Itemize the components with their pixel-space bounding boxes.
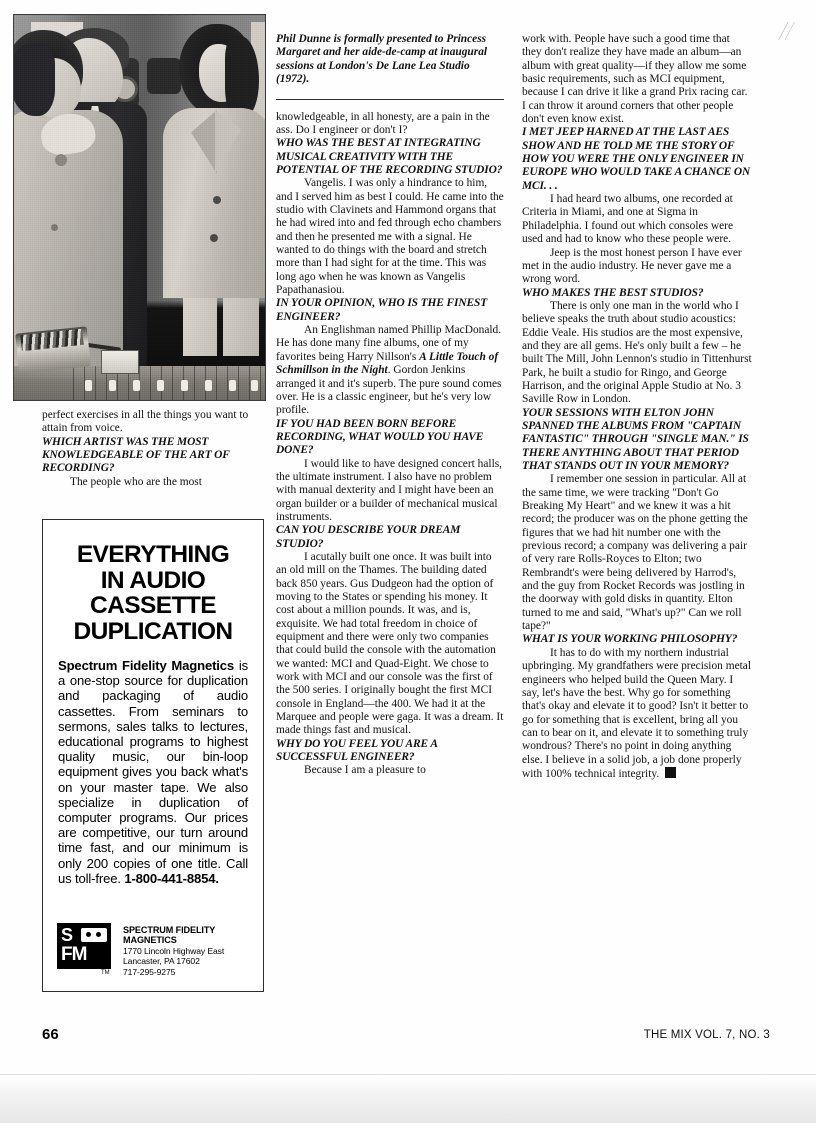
left-continuation-paragraph: perfect exercises in all the things you want to attain from voice. <box>42 409 249 435</box>
page-number: 66 <box>42 1026 59 1043</box>
photo-wall-box <box>147 58 181 94</box>
right-answer-2: There is only one man in the world who I believe speaks the truth about studio acoustics: Eddie Veale. His studios are the most expensive, and they are all gems. He's only built a few – he built The Mill, John Lennon's studio in Tittenhurst Park, he built a studio for Ringo, and George Harrison, and the original Apple Studio at No. 3 Saville Row in London. <box>522 299 752 406</box>
end-of-article-mark <box>665 767 676 778</box>
ad-body-copy: is a one-stop source for duplication and packaging of audio cassettes. From seminars to sermons, sales talks to lectures, educational programs to highest quality music, our bin-loop equipment gives you back what's on your master tape. We also specialize in duplication of computer programs. Our prices are competitive, our turn around time fast, and our minimum is only 200 copies of one title. Call us toll-free. <box>58 658 248 886</box>
photo-console-knob <box>157 380 164 391</box>
right-answer-3: I remember one session in particular. All at the same time, we were tracking "Don't Go Breaking My Heart" and we knew it was a hit record; the producer was on the phone getting the figures that we had hit number one with the previous record; a company was delivering a pair of very rare Rolls-Royces to Elton; two Rembrandt's were being delivered by Harrod's, and the guy from Rocket Records was jostling in the doorway with gold disks in quantity. Elton turned to me and said, "What's up?" Can we roll tape?" <box>522 473 748 633</box>
right-question-1: I MET JEEP HARNED AT THE LAST AES SHOW AND HE TOLD ME THE STORY OF HOW YOU WERE THE ONLY ENGINEER IN EUROPE WHO WOULD TAKE A CHANCE ON MCI. . . <box>522 126 751 192</box>
right-question-3: YOUR SESSIONS WITH ELTON JOHN SPANNED THE ALBUMS FROM "CAPTAIN FANTASTIC" THROUGH "SINGLE MAN." IS THERE ANYTHING ABOUT THAT PERIOD THAT STANDS OUT IN YOUR MEMORY? <box>522 406 749 472</box>
photo-coat-button-upper <box>213 196 221 204</box>
mid-answer-4: I acutally built one once. It was built into an old mill on the Thames. The building dated back 850 years. Gus Dudgeon had the option of moving to the States or spending his money. It cost about a million pounds. It was, and is, exquisite. We had total freedom in choice of equipment and there were only two companies that could build the console with the automation we wanted: MCI and Quad-Eight. We chose to work with MCI and our console was the first of the 500 series. I originally bought the first MCI console in England—the 400. We had it at the Marquee and people were gaga. It was a dream. It made things fast and musical. <box>276 550 504 737</box>
ad-headline-line-1: EVERYTHING <box>76 541 230 568</box>
mid-answer-2-part1: An Englishman named Phillip MacDonald. He has done many fine albums, one of my favorites being Harry Nillson's <box>276 324 502 363</box>
photo-console-knob <box>251 380 258 391</box>
right-question-2: WHO MAKES THE BEST STUDIOS? <box>522 286 704 299</box>
mid-answer-2 <box>276 324 504 417</box>
right-question-4: WHAT IS YOUR WORKING PHILOSOPHY? <box>522 633 738 646</box>
photo-coat-button-lower <box>210 234 218 242</box>
right-answer-1b: Jeep is the most honest person I have ever met in the audio industry. He never gave me a wrong word. <box>522 246 742 286</box>
mid-answer-2-part2: . Gordon Jenkins arranged it and it's superb. The pure sound comes over. He is a classic engineer, but he's very low profile. <box>276 364 502 417</box>
sfm-logo-letter-s: S <box>61 924 74 945</box>
photo-person-woman-hair-side <box>13 44 55 116</box>
left-answer-1: The people who are the most <box>70 475 202 488</box>
ad-body-text <box>58 658 248 886</box>
advertisement-box <box>42 519 264 992</box>
mid-answer-5: Because I am a pleasure to <box>304 764 426 777</box>
mid-question-2: IN YOUR OPINION, WHO IS THE FINEST ENGINEER? <box>276 297 488 323</box>
sfm-logo <box>57 923 111 976</box>
photo-woman-button <box>55 154 67 166</box>
photo-caption: Phil Dunne is formally presented to Princess Margaret and her aide-de-camp at inaugural sessions at London's De Lane Lea Studio (1972). <box>276 33 488 86</box>
photo-console-knob <box>205 380 212 391</box>
ad-footer <box>57 923 253 977</box>
article-photograph <box>13 14 266 401</box>
album-title: A Little Touch of Schmillson in the Night <box>276 350 499 377</box>
photo-card <box>101 350 139 374</box>
ad-address-line-2: Lancaster, PA 17602 <box>123 956 200 967</box>
mid-question-1: WHO WAS THE BEST AT INTEGRATING MUSICAL CREATIVITY WITH THE POTENTIAL OF THE RECORDING STUDIO? <box>276 137 503 176</box>
ad-address-block <box>123 923 253 977</box>
publication-issue-line: THE MIX VOL. 7, NO. 3 <box>643 1029 770 1041</box>
mid-answer-1: Vangelis. I was only a hindrance to him, and I served him as best I could. He came into the studio with Clavinets and Hammond organs that he had wired into and fed through echo chambers and then he presented me with a signal. He wanted to do things with the board and stretch more than I had sight for at the time. This was long ago when he was known as Vangelis Papathanasiou. <box>276 177 504 297</box>
trademark-mark: TM <box>101 969 110 976</box>
photo-console-knob <box>133 380 140 391</box>
photo-woman-button-lower <box>51 224 58 231</box>
ad-address-line-1: 1770 Lincoln Highway East <box>123 945 225 956</box>
caption-divider-rule <box>276 99 504 100</box>
page-bottom-edge <box>0 1074 816 1123</box>
photo-console-knob <box>109 380 116 391</box>
ad-headline-line-2: IN AUDIO <box>100 566 206 594</box>
advertisement-content <box>43 520 263 896</box>
ad-company-name: SPECTRUM FIDELITY MAGNETICS <box>123 924 216 946</box>
mid-question-3: IF YOU HAD BEEN BORN BEFORE RECORDING, WHAT WOULD YOU HAVE DONE? <box>276 417 484 457</box>
ad-address-phone: 717-295-9275 <box>123 966 176 977</box>
photo-console-knob <box>229 380 236 391</box>
mid-continuation-paragraph: knowledgeable, in all honesty, are a pain in the ass. Do I engineer or don't I? <box>276 110 490 136</box>
ad-headline <box>58 542 248 644</box>
ad-headline-line-4: DUPLICATION <box>73 617 233 645</box>
scan-corner-artifact <box>772 22 798 40</box>
mid-question-5: WHY DO YOU FEEL YOU ARE A SUCCESSFUL ENGINEER? <box>276 737 438 764</box>
photo-console-knob <box>181 380 188 391</box>
sfm-logo-mark <box>57 923 111 969</box>
photo-console-knob <box>85 380 92 391</box>
sfm-logo-letters-fm: FM <box>61 943 87 965</box>
text-column-right <box>522 33 752 781</box>
ad-headline-line-3: CASSETTE <box>90 592 216 619</box>
photo-image <box>13 14 266 401</box>
mid-question-4: CAN YOU DESCRIBE YOUR DREAM STUDIO? <box>276 524 461 550</box>
right-answer-4: It has to do with my northern industrial upbringing. My grandfathers were precision metal engineers who helped build the Queen Mary. I say, let's have the best. Why go for something that's okay and elevate it to good? Isn't it better to go for something that is excellent, bring all you can to bear on it, and elevate it to something truly wondrous? There's no point in doing anything else. I believe in a solid job, a job done properly with 100% technical integrity. <box>522 646 752 780</box>
mid-answer-3: I would like to have designed concert halls, the ultimate instrument. I also have no problem with manual dexterity and I might have been an organ builder or a builder of mechanical musical instruments. <box>276 457 503 523</box>
left-question-1: WHICH ARTIST WAS THE MOST KNOWLEDGEABLE OF THE ART OF RECORDING? <box>42 435 230 475</box>
ad-toll-free-phone: 1-800-441-8854. <box>124 870 219 886</box>
text-column-left <box>42 409 264 489</box>
right-continuation-paragraph: work with. People have such a good time that they don't realize they have made an album—an album with great quality—if they allow me some basic requirements, such as MCI equipment, because I can drive it like a grand Prix racing car. I can throw it around corners that other people don't even know exist. <box>522 33 748 126</box>
cassette-icon <box>81 928 107 942</box>
right-answer-1a: I had heard two albums, one recorded at Criteria in Miami, and one at Sigma in Philadelphia. I found out which consoles were used and had to know who these people were. <box>522 193 733 246</box>
ad-brand-name: Spectrum Fidelity Magnetics <box>58 658 235 673</box>
right-answer-4-wrap <box>522 647 752 781</box>
text-column-middle <box>276 33 504 778</box>
